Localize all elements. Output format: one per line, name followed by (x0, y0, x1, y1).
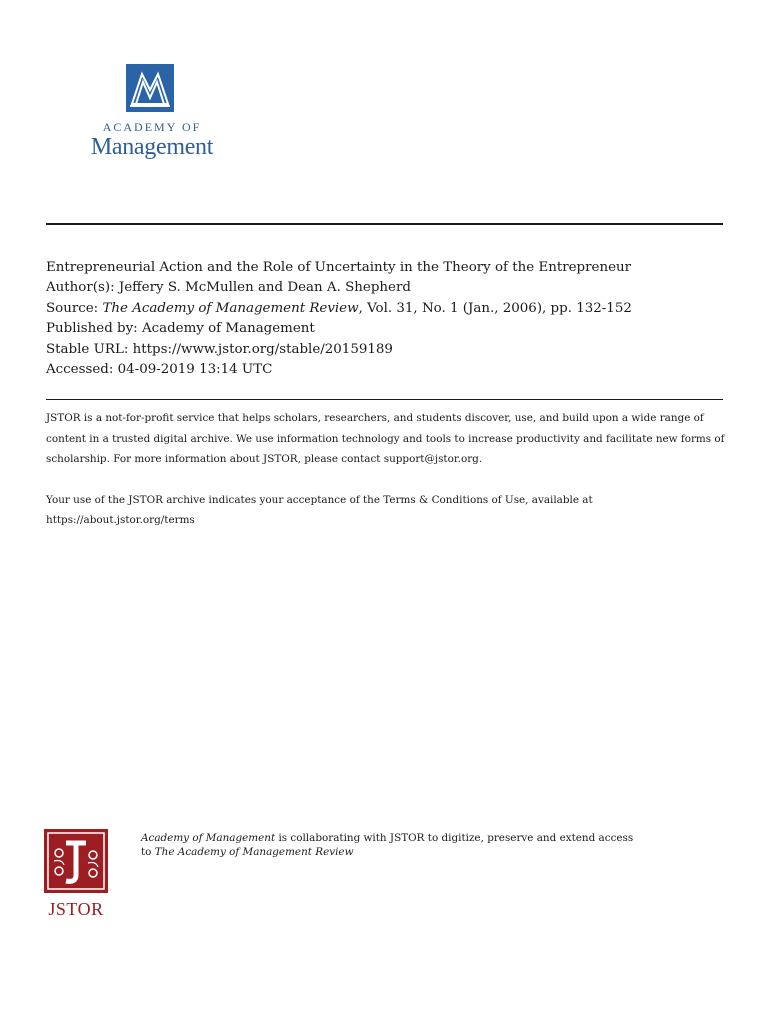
jstor-logo (44, 829, 108, 921)
accessed-line (46, 360, 736, 380)
authors-label: Author(s): (46, 280, 115, 296)
article-metadata (46, 258, 736, 380)
source-details: , Vol. 31, No. 1 (Jan., 2006), pp. 132-152 (358, 300, 632, 316)
source-journal: The Academy of Management Review (102, 300, 359, 316)
jstor-wordmark: JSTOR (48, 899, 104, 919)
jstor-notice-paragraph-2: Your use of the JSTOR archive indicates your acceptance of the Terms & Conditions of Use, available at https://about.jstor.org/terms (46, 493, 593, 527)
jstor-notice (46, 408, 726, 531)
collaboration-statement (141, 832, 741, 859)
stable-url-link[interactable]: https://www.jstor.org/stable/20159189 (132, 341, 393, 357)
logo-line-management: Management (90, 134, 214, 160)
authors-line (46, 278, 736, 298)
published-label: Published by: (46, 321, 138, 337)
collaboration-text-2: to (141, 845, 155, 858)
logo-mountains-icon (126, 64, 174, 112)
jstor-notice-paragraph-1: JSTOR is a not-for-profit service that helps scholars, researchers, and students discover, use, and build upon a wide range of content in a trusted digital archive. We use information technology and tools to increase productivity and facilitate new forms of scholarship. For more information about JSTOR, please contact support@jstor.org. (46, 412, 725, 466)
accessed-label: Accessed: (46, 362, 114, 378)
published-by: Academy of Management (141, 321, 315, 337)
collaboration-org: Academy of Management (141, 832, 276, 844)
collaboration-line-1 (141, 832, 741, 846)
jstor-emblem-icon (44, 829, 108, 893)
logo-line-academy-of: ACADEMY OF (102, 120, 202, 134)
source-label: Source: (46, 300, 99, 316)
authors: Jeffery S. McMullen and Dean A. Shepherd (118, 280, 411, 296)
stable-url-label: Stable URL: (46, 341, 129, 357)
stable-url-line (46, 340, 736, 360)
accessed-date: 04-09-2019 13:14 UTC (117, 362, 273, 378)
middle-divider (46, 399, 723, 400)
top-divider (46, 223, 723, 225)
published-line (46, 319, 736, 339)
collaboration-text-1: is collaborating with JSTOR to digitize, preserve and extend access (275, 832, 634, 844)
collaboration-line-2 (141, 846, 741, 860)
collaboration-journal: The Academy of Management Review (154, 845, 354, 858)
academy-of-management-logo (86, 64, 226, 164)
article-title: Entrepreneurial Action and the Role of Uncertainty in the Theory of the Entrepreneur (46, 260, 632, 275)
source-line (46, 299, 736, 319)
